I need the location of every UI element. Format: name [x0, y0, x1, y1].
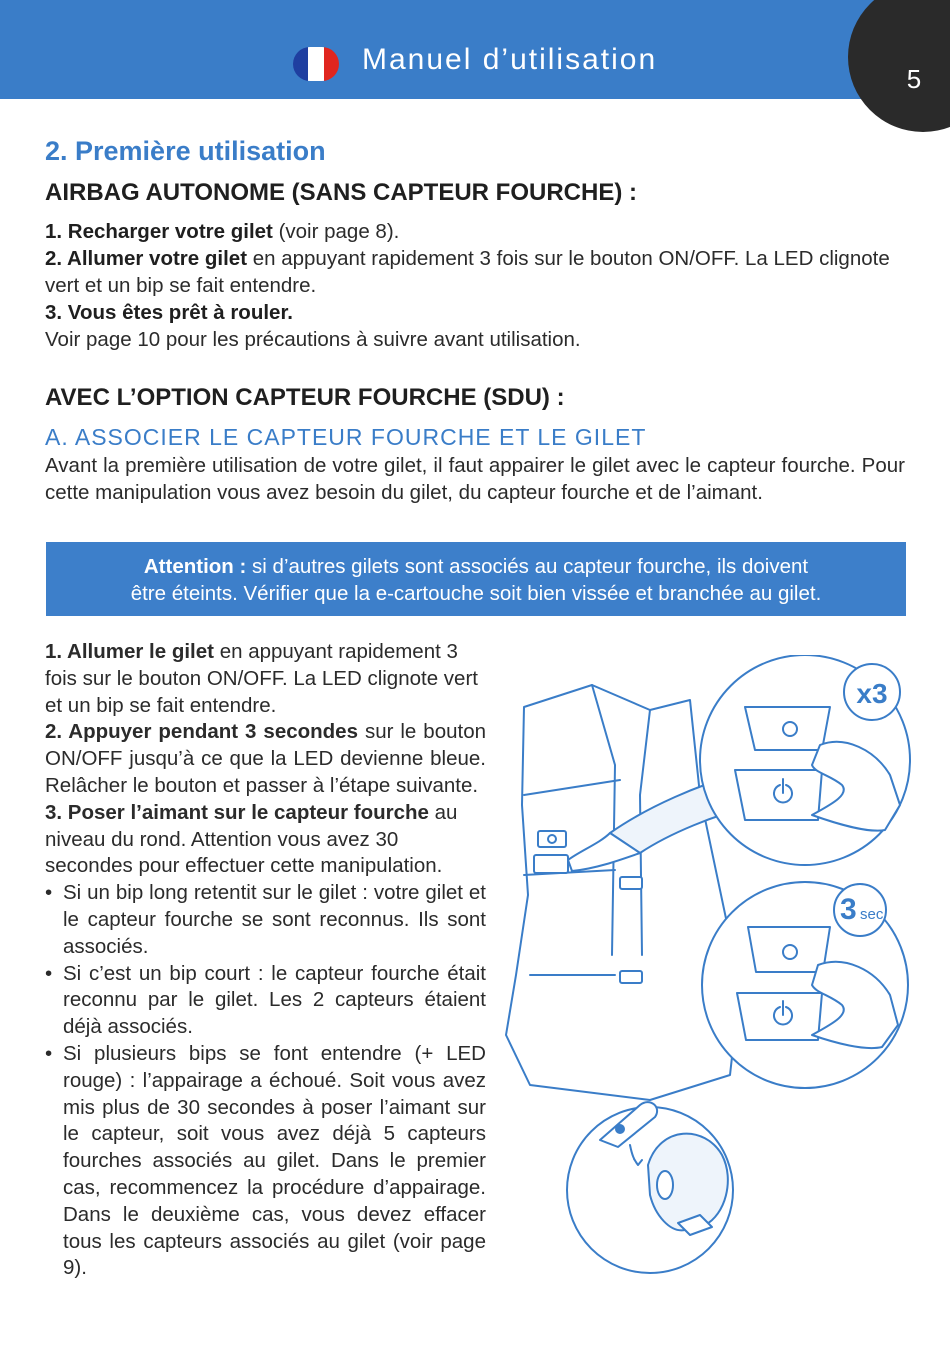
page-number: 5	[906, 64, 922, 94]
buckle-icon	[620, 877, 642, 889]
pairing-results-list	[45, 880, 486, 1282]
autonome-note: Voir page 10 pour les précautions à suivre avant utilisation.	[45, 328, 581, 351]
autonome-step-2: 2. Allumer votre gilet en appuyant rapidement 3 fois sur le bouton ON/OFF. La LED clignote vert et un bip se fait entendre.	[45, 247, 890, 297]
vest-button-power	[534, 855, 568, 873]
manual-title: Manuel d’utilisation	[362, 43, 658, 76]
3sec-badge-unit: sec	[860, 906, 884, 923]
3sec-badge-number: 3	[840, 893, 857, 926]
buckle-icon	[620, 971, 642, 983]
autonome-step-1: 1. Recharger votre gilet (voir page 8).	[45, 220, 400, 243]
header-bar	[0, 0, 950, 99]
list-item: • Si c’est un bip court : le capteur fourche était reconnu par le gilet. Les 2 capteurs étaient déjà associés.	[45, 961, 486, 1041]
pairing-steps	[45, 639, 486, 1282]
pairing-step-1: 1. Allumer le gilet en appuyant rapidement 3 fois sur le bouton ON/OFF. La LED clignote vert et un bip se fait entendre.	[45, 640, 478, 717]
sdu-intro: Avant la première utilisation de votre gilet, il faut appairer le gilet avec le capteur fourche. Pour cette manipulation vous avez besoin du gilet, du capteur fourche et de l’aimant.	[45, 454, 905, 504]
list-item: • Si un bip long retentit sur le gilet : votre gilet et le capteur fourche se sont reconnus. Ils sont associés.	[45, 880, 486, 960]
list-item: • Si plusieurs bips se font entendre (+ LED rouge) : l’appairage a échoué. Soit vous avez mis plus de 30 secondes à poser l’aimant sur le capteur, soit vous avez déjà 5 capteurs fourches associés au gilet. Dans le premier cas, recommencez la procédure d’appairage. Dans le deuxième cas, vous devez effacer tous les capteurs associés au gilet (voir page 9).	[45, 1041, 486, 1282]
pairing-step-2: 2. Appuyer pendant 3 secondes sur le bouton ON/OFF jusqu’à ce que la LED devienne bleue. Relâcher le bouton et passer à l’étape suivante.	[45, 720, 486, 797]
sdu-subheading: A. ASSOCIER LE CAPTEUR FOURCHE ET LE GILET	[45, 424, 647, 450]
attention-label: Attention :	[143, 555, 247, 578]
attention-callout: Attention : si d’autres gilets sont associés au capteur fourche, ils doivent être éteints. Vérifier que la e-cartouche soit bien vissée et branchée au gilet.	[46, 542, 906, 616]
pairing-illustration	[500, 655, 920, 1315]
france-flag-icon	[293, 47, 339, 81]
autonome-heading: AIRBAG AUTONOME (SANS CAPTEUR FOURCHE) :	[45, 179, 637, 206]
autonome-steps	[45, 218, 905, 353]
section-title: 2. Première utilisation	[45, 136, 326, 166]
autonome-step-3: 3. Vous êtes prêt à rouler.	[45, 301, 293, 324]
sdu-heading: AVEC L’OPTION CAPTEUR FOURCHE (SDU) :	[45, 384, 565, 411]
x3-badge-label: x3	[856, 678, 888, 709]
pairing-step-3: 3. Poser l’aimant sur le capteur fourche au niveau du rond. Attention vous avez 30 secondes pour effectuer cette manipulation.	[45, 800, 458, 878]
